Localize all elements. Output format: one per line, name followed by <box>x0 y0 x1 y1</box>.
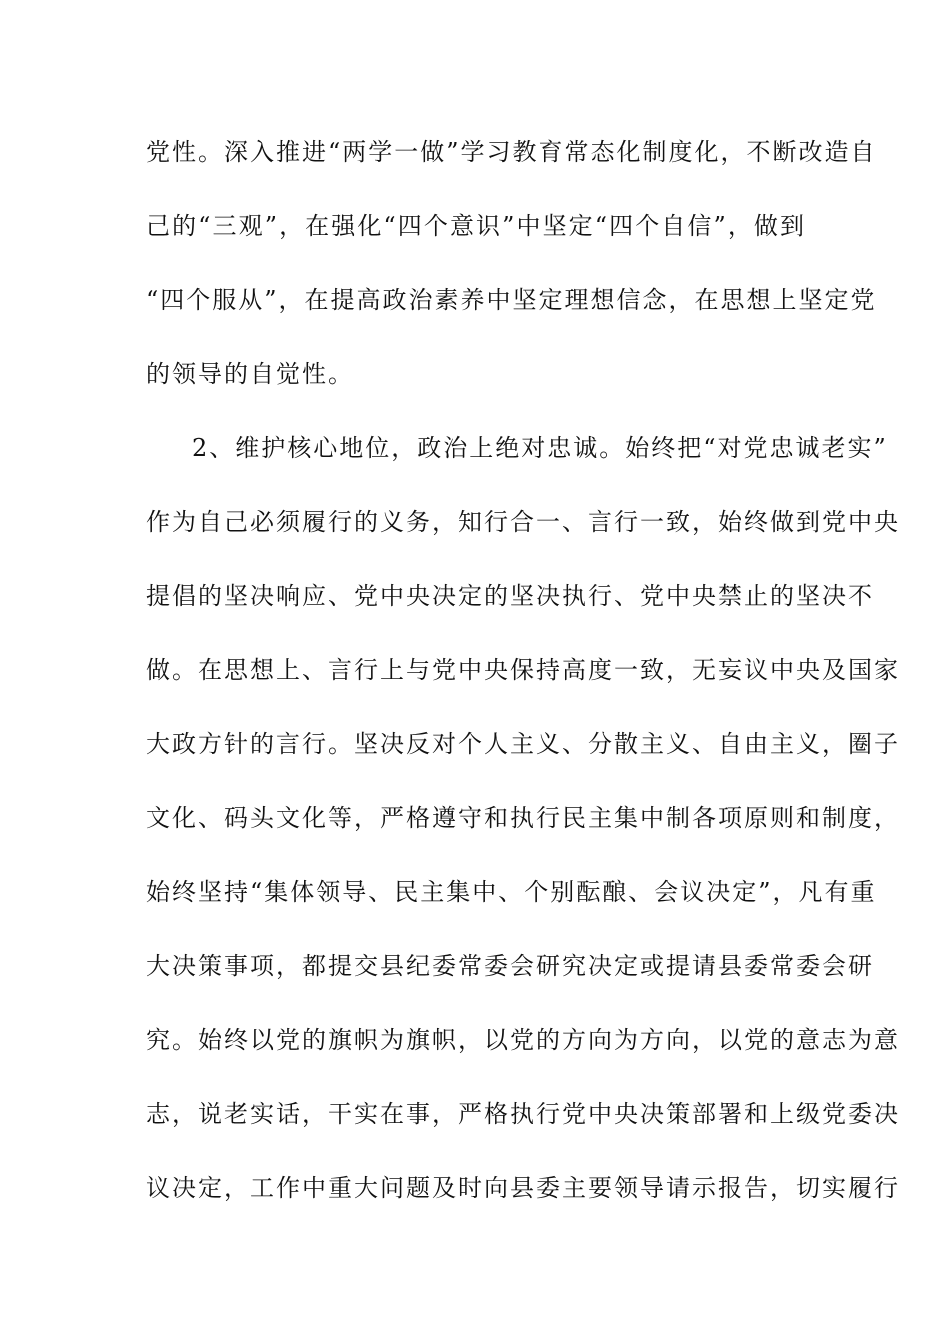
text-line: 党性。深入推进“两学一做”学习教育常态化制度化，不断改造自 <box>146 138 877 166</box>
text-line: 作为自己必须履行的义务，知行合一、言行一致，始终做到党中央 <box>146 508 900 536</box>
text-line: 文化、码头文化等，严格遵守和执行民主集中制各项原则和制度， <box>146 804 900 832</box>
paragraph-first-line: 2、维护核心地位，政治上绝对忠诚。始终把“对党忠诚老实” <box>192 434 888 462</box>
text-line: “四个服从”，在提高政治素养中坚定理想信念，在思想上坚定党 <box>146 286 877 314</box>
text-line: 己的“三观”，在强化“四个意识”中坚定“四个自信”，做到 <box>146 212 806 240</box>
text-line: 议决定，工作中重大问题及时向县委主要领导请示报告，切实履行 <box>146 1174 900 1202</box>
text-line: 大政方针的言行。坚决反对个人主义、分散主义、自由主义，圈子 <box>146 730 900 758</box>
text-line: 做。在思想上、言行上与党中央保持高度一致，无妄议中央及国家 <box>146 656 900 684</box>
text-line: 始终坚持“集体领导、民主集中、个别酝酿、会议决定”，凡有重 <box>146 878 877 906</box>
text-line: 究。始终以党的旗帜为旗帜，以党的方向为方向，以党的意志为意 <box>146 1026 900 1054</box>
text-line: 的领导的自觉性。 <box>146 360 354 388</box>
text-line: 大决策事项，都提交县纪委常委会研究决定或提请县委常委会研 <box>146 952 874 980</box>
text-line: 提倡的坚决响应、党中央决定的坚决执行、党中央禁止的坚决不 <box>146 582 874 610</box>
text-line: 志，说老实话，干实在事，严格执行党中央决策部署和上级党委决 <box>146 1100 900 1128</box>
